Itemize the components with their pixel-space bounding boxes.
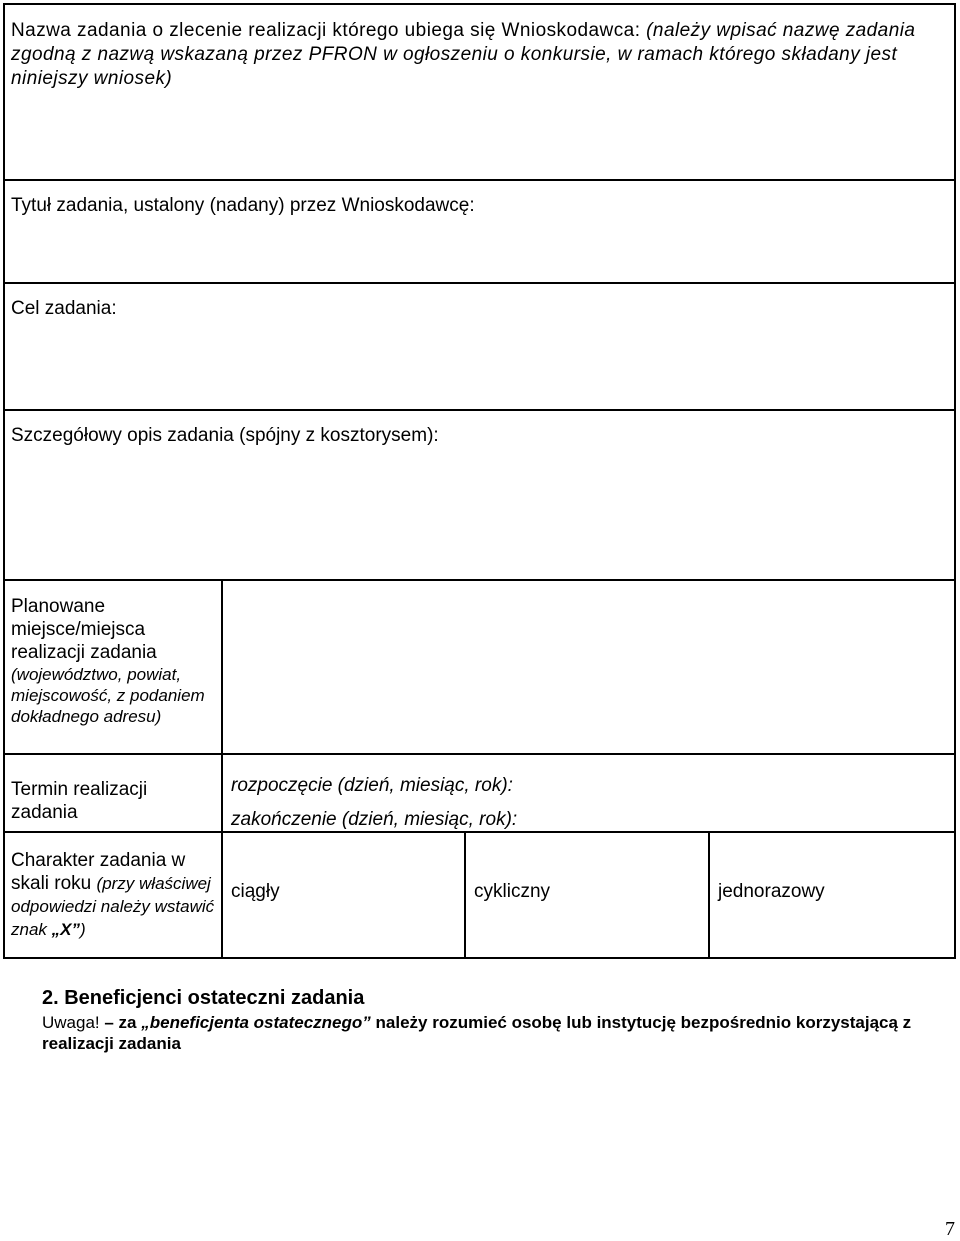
task-title-row[interactable] bbox=[5, 179, 954, 282]
option-one-time-label: jednorazowy bbox=[718, 881, 825, 902]
option-continuous-label: ciągły bbox=[231, 881, 280, 902]
task-goal-row[interactable] bbox=[5, 282, 954, 409]
schedule-input-cell[interactable] bbox=[223, 755, 954, 833]
section-beneficiaries bbox=[42, 986, 942, 1054]
task-form-table bbox=[3, 3, 956, 959]
character-label-text: Charakter zadania w skali roku bbox=[11, 850, 186, 894]
task-name-row[interactable] bbox=[5, 5, 954, 179]
task-name-hint: (należy wpisać nazwę zadania zgodną z nazwą wskazaną przez PFRON w ogłoszeniu o konkursie, w ramach którego składany jest niniejszy wniosek) bbox=[11, 20, 916, 89]
task-title-label: Tytuł zadania, ustalony (nadany) przez Wnioskodawcę: bbox=[11, 195, 475, 216]
location-input-cell[interactable] bbox=[223, 581, 954, 755]
note-prefix: Uwaga! bbox=[42, 1013, 105, 1032]
page-number: 7 bbox=[945, 1218, 955, 1240]
schedule-row bbox=[5, 753, 954, 833]
note-part2: należy rozumieć osobę lub instytucję bezpośrednio korzystającą z realizacji zadania bbox=[42, 1013, 912, 1053]
character-row bbox=[5, 831, 954, 959]
task-description-row[interactable] bbox=[5, 409, 954, 581]
note-part1: – za bbox=[104, 1013, 142, 1032]
schedule-label: Termin realizacji zadania bbox=[11, 779, 148, 823]
character-hint-text: (przy właściwej odpowiedzi należy wstawić znak bbox=[11, 874, 215, 939]
task-name-label bbox=[11, 19, 948, 91]
option-continuous-cell[interactable] bbox=[223, 833, 466, 959]
character-hint-mark: „X” bbox=[51, 920, 80, 939]
section-heading: 2. Beneficjenci ostateczni zadania bbox=[42, 987, 365, 1009]
option-cyclic-cell[interactable] bbox=[466, 833, 710, 959]
character-hint-close: ) bbox=[79, 920, 86, 939]
option-one-time-cell[interactable] bbox=[710, 833, 954, 959]
schedule-end-label: zakończenie (dzień, miesiąc, rok): bbox=[231, 809, 518, 830]
task-name-label-text: Nazwa zadania o zlecenie realizacji którego ubiega się Wnioskodawca: bbox=[11, 20, 647, 41]
option-cyclic-label: cykliczny bbox=[474, 881, 551, 902]
location-label: Planowane miejsce/miejsca realizacji zadania bbox=[11, 596, 157, 663]
schedule-start-label: rozpoczęcie (dzień, miesiąc, rok): bbox=[231, 775, 513, 796]
location-label-cell bbox=[5, 581, 223, 755]
character-label bbox=[11, 849, 221, 941]
location-hint: (województwo, powiat, miejscowość, z podaniem dokładnego adresu) bbox=[11, 665, 205, 726]
task-description-label: Szczegółowy opis zadania (spójny z kosztorysem): bbox=[11, 425, 439, 446]
schedule-label-cell bbox=[5, 755, 223, 833]
note-emphasis: „beneficjenta ostatecznego” bbox=[141, 1013, 371, 1032]
task-goal-label: Cel zadania: bbox=[11, 298, 117, 319]
section-note bbox=[42, 1012, 942, 1054]
location-row bbox=[5, 579, 954, 755]
character-label-cell bbox=[5, 833, 223, 959]
